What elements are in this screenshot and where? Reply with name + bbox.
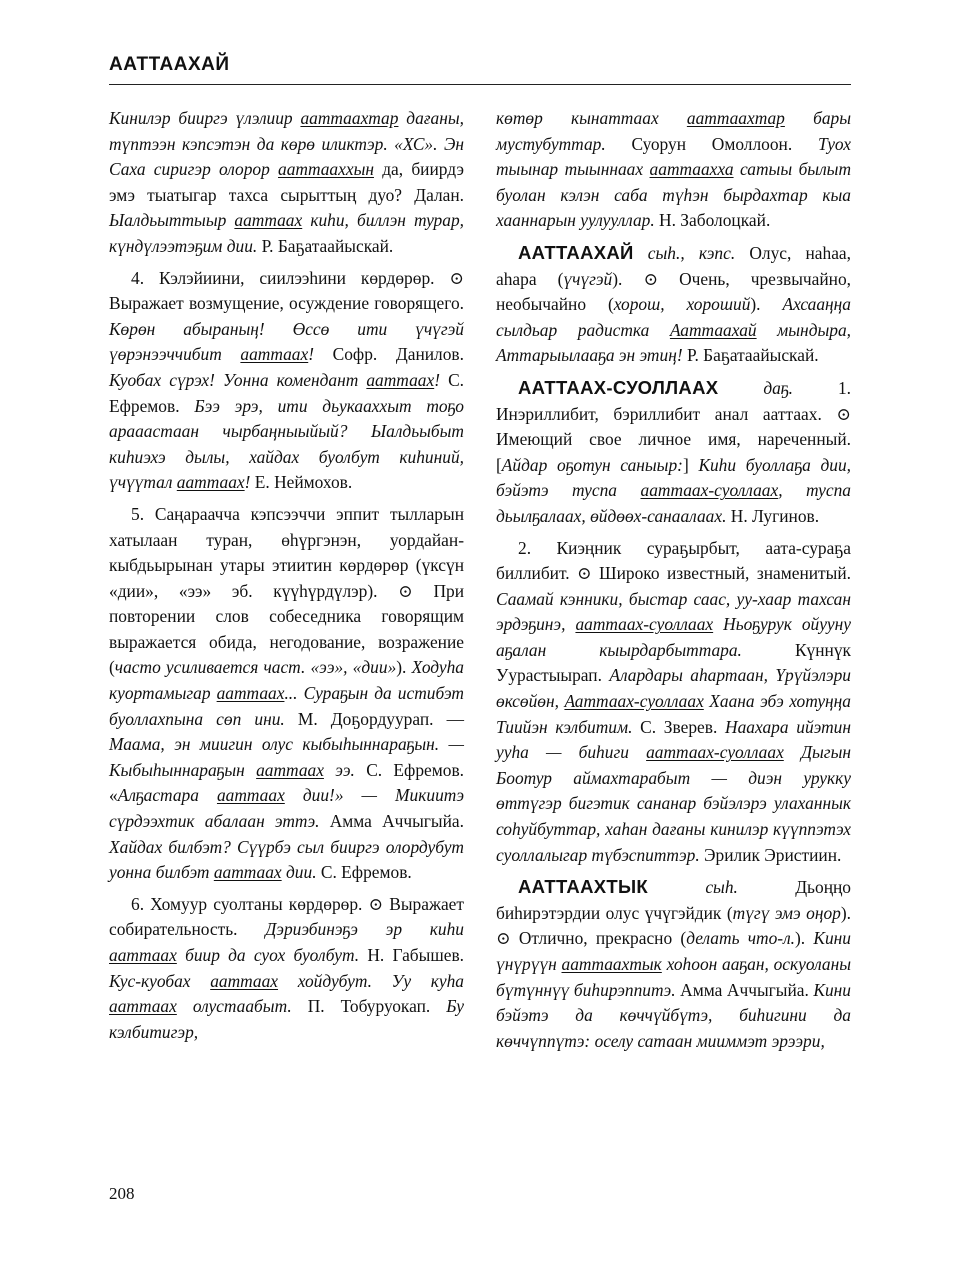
example: Кини үнүрүүн (496, 928, 851, 974)
gloss: Айдар оҕотун саныыр: (501, 454, 683, 475)
example: Хайдах билбэт? Сүүрбэ сыл бииргэ олордубут уонна билбэт (109, 836, 464, 883)
term: ааттаах (176, 472, 245, 493)
source: Р. Баҕатаайыскай. (261, 235, 394, 256)
source: С. Ефремов. (320, 862, 412, 883)
source: да, биирдэ эмэ тыатыгар тахса сырыттың дуо? (109, 159, 464, 205)
left-column (109, 106, 464, 1051)
term: ааттаах-суоллаах (575, 614, 714, 635)
source: Н. Габышев. (367, 945, 464, 965)
grammar-label: сыһ. (648, 877, 738, 898)
source: Суорун Омоллоон. (631, 133, 818, 154)
entry-aattaakhtyk: ААТТААХТЫК сыһ. Дьоңңо биһирэтэрдии олус үчүгэйдик (түгү эмэ оңор). ⊙ Отлично, прекрасно (делать что-л.). Кини үнүрүүн ааттаахтык хоһоон ааҕан, оскуоланы бүтүннүү биһирэппитэ. Амма Аччыгыйа. Кини бэйэтэ да көччүйбүтэ, биһигини да көччүппүтэ: оселу сатаан мииммэт эрээри, (496, 876, 851, 1051)
example: Кинилэр бииргэ үлэлиир (109, 108, 301, 128)
term: ааттаахтык (561, 954, 662, 974)
source: М. Доҕордуурап. — (297, 708, 465, 729)
left-paragraph-4 (109, 892, 464, 1046)
example: Кус-куобах (109, 970, 211, 991)
example: Бээ эрэ, ити дьукааххыт тоҕо арааастаан чырбаңныыйый? Ыалдьыбыт киһиэхэ дылы, хайдах буолбут киһиний, үчүүтал (109, 395, 464, 493)
example: Ахсааңңа сылдьар радистка (496, 294, 851, 340)
example: Хаана эбэ хотуңңа Тиийэн кэлбитим. (496, 691, 851, 737)
source: Амма Аччыгыйа. (329, 811, 464, 832)
example: ... Сураҕын да истибэт буоллахпына сөп ини. (109, 683, 464, 729)
definition: ). ⊙ Очень, чрезвычайно, необычайно ( (496, 268, 852, 315)
example: Ыалдьыттыыр (109, 210, 235, 231)
example: Маама, эн миигин олус кыбыһыннараҕын. — Кыбыһыннараҕын (109, 734, 464, 780)
example: мындыра, Аттарыылааҕа эн этиң! (496, 319, 852, 366)
example: Бу кэлбитигэр, (109, 996, 464, 1042)
definition: 6. Хомуур суолтаны көрдөрөр. ⊙ Выражает собирательность. (109, 893, 464, 940)
example: дии!» — Микиитэ сүрдээхтик абалаан эттэ. (109, 785, 464, 832)
right-paragraph-1 (496, 106, 851, 234)
example: Кини бэйэтэ да көччүйбүтэ, биһигини да көччүппүтэ: оселу сатаан мииммэт эрээри, (496, 979, 851, 1051)
source: С. Ефремов. (109, 369, 465, 416)
example: Куобах сүрэх! Уонна комендант (109, 369, 367, 390)
right-column (496, 106, 851, 1060)
example: Дыгын Боотур аймахтарабыт — диэн урукку өттүгэр бигэтик сананар бэйэлэрэ улаханнык соһуйбуттар, хаһан дағаны кинилэр күүппэтэх суоллалыгар түбэспиттэр. (496, 742, 851, 865)
example: Туох тыынар тыыннаах (496, 133, 851, 180)
term: Ааттаахай (669, 319, 757, 340)
source: Софр. Данилов. (332, 344, 464, 365)
term: ааттаах (109, 945, 177, 965)
page-number: 208 (109, 1184, 135, 1203)
gloss: түгү эмэ оңор (732, 902, 841, 923)
example: дии. (281, 862, 321, 883)
left-paragraph-2: 4. Кэлэйиини, сиилээһини көрдөрөр. ⊙ Выражает возмущение, осуждение говорящего. Көрөн абыраның! Өссө ити үчүгэй үөрэнээччибит ааттаах! Софр. Данилов. Куобах сүрэх! Уонна комендант ааттаах! С. Ефремов. Бээ эрэ, ити дьукааххыт тоҕо арааастаан чырбаңныыйый? Ыалдьыбыт киһиэхэ дылы, хайдах буолбут киһиний, үчүүтал ааттаах! Е. Неймохов. (109, 267, 465, 493)
example: олустаабыт. (176, 996, 308, 1017)
source: Р. Баҕатаайыскай. (686, 345, 819, 366)
example: , туспа дьылҕалаах, өйдөөх-санаалаах. (496, 480, 851, 526)
term: ааттаах-суоллаах (640, 480, 779, 501)
definition: 5. Саңараачча кэпсээччи эппит тылларын хатылаан туран, өһүргэнэн, уордайан-кыбдьырынан утары этиитин көрдөрөр (үксүн «дии», «ээ» эб. күүһүрдүлэр). ⊙ При повторении слов собеседника говорящим выражается обида, негодование, возражение ( (109, 503, 464, 678)
term: ааттаах-суоллаах (646, 742, 784, 763)
example: хойдубут. Уу куһа (278, 970, 465, 991)
example: Көрөн абыраның! Өссө ити үчүгэй үөрэнээччибит (109, 318, 464, 365)
term: ааттаах (240, 344, 309, 365)
example: Саамай кэнники, быстар саас, уу-хаар тахсан эрдэҕинэ, (496, 588, 851, 635)
term: ааттаах (256, 759, 324, 780)
headword: ААТТААХАЙ (518, 241, 634, 263)
example: киһи, биллэн турар, күндүлээтэҕим дии. (109, 210, 464, 256)
source: С. Зверев. (640, 716, 726, 737)
term: ааттаахтар (300, 108, 399, 128)
example: ээ. (323, 759, 367, 780)
entry-aattaakh-suollaakh: ААТТААХ-СУОЛЛААХ даҕ. 1. Инэриллибит, бэриллибит анал ааттаах. ⊙ Имеющий свое личное имя, нареченный. [Айдар оҕотун саныыр:] Киһи буоллаҕа дии, бэйэтэ туспа ааттаах-суоллаах, туспа дьылҕалаах, өйдөөх-санаалаах. Н. Лугинов. (496, 376, 852, 526)
grammar-label: сыһ., кэпс. (633, 242, 736, 263)
term: ааттаах (216, 785, 285, 806)
left-paragraph-1 (109, 106, 464, 260)
example: Наахара ийэтин ууһа — биһиги (496, 716, 851, 763)
source: Н. Лугинов. (730, 505, 820, 526)
term: ааттаах (213, 862, 282, 883)
example: Алҕастара (117, 785, 217, 806)
term: ааттаах (210, 970, 279, 991)
example: дағаны, түптээн кэпсэтэн да көрө иликтэр. «ХС». Эн Саха сиригэр олорор (109, 108, 464, 180)
example: Ньоҕурук ойууну аҕалан кыырдарбыттара. (496, 614, 851, 660)
source: Е. Неймохов. (254, 472, 353, 493)
term: ааттаах (216, 683, 285, 704)
term: Ааттаах-суоллаах (564, 691, 704, 712)
left-paragraph-3: 5. Саңараачча кэпсээччи эппит тылларын хатылаан туран, өһүргэнэн, уордайан-кыбдьырынан утары этиитин көрдөрөр (үксүн «дии», «ээ» эб. күүһүрдүлэр). ⊙ При повторении слов собеседника говорящим выражается обида, негодование, возражение (часто усиливается част. «ээ», «дии»). Ходуһа куортамыгар ааттаах... Сураҕын да истибэт буоллахпына сөп ини. М. Доҕордуурап. — Маама, эн миигин олус кыбыһыннараҕын. — Кыбыһыннараҕын ааттаах ээ. С. Ефремов. «Алҕастара ааттаах дии!» — Микиитэ сүрдээхтик абалаан эттэ. Амма Аччыгыйа. Хайдах билбэт? Сүүрбэ сыл бииргэ олордубут уонна билбэт ааттаах дии. С. Ефремов. (109, 503, 465, 883)
header-title: ААТТААХАЙ (109, 54, 230, 75)
term: ааттаахтар (686, 108, 785, 128)
source: Күннүк Уурастыырап. (496, 639, 851, 686)
example: Киһи буоллаҕа дии, бэйэтэ туспа (496, 454, 852, 501)
source: П. Тобуруокап. (307, 996, 447, 1017)
running-header (109, 54, 851, 76)
source: С. Ефремов. « (109, 759, 464, 806)
right-paragraph-4 (496, 536, 851, 869)
term: ааттааххын (278, 159, 374, 180)
source: Н. Заболоцкай. (659, 210, 771, 231)
headword: ААТТААХТЫК (518, 876, 648, 898)
example: бары мустубуттар. (496, 108, 851, 154)
term: ааттаах (366, 369, 435, 390)
header-rule (109, 84, 851, 85)
definition: ). ⊙ Отлично, прекрасно ( (496, 902, 851, 949)
example: Ходуһа куортамыгар (109, 657, 464, 704)
gloss: хорош, хороший (613, 294, 751, 315)
example: биир да суох буолбут. (176, 945, 368, 965)
definition: Олус, наһаа, аһара ( (496, 242, 851, 289)
definition: Дьоңңо биһирэтэрдии олус үчүгэйдик ( (496, 877, 851, 923)
term: ааттаах (109, 996, 177, 1017)
source: Эрилик Эристиин. (704, 844, 842, 865)
term: ааттаахха (649, 159, 734, 180)
source: Далан. (414, 184, 464, 205)
gloss: делать что-л. (686, 928, 795, 949)
definition: 4. Кэлэйиини, сиилээһини көрдөрөр. ⊙ Выражает возмущение, осуждение говорящего. (109, 267, 464, 314)
definition: 2. Киэңник сураҕырбыт, аата-сураҕа биллибит. ⊙ Широко известный, знаменитый. (496, 537, 851, 584)
example: Дэриэбинэҕэ эр киһи (265, 919, 464, 940)
example: хоһоон ааҕан, оскуоланы бүтүннүү биһирэппитэ. (496, 954, 851, 1000)
grammar-label: даҕ. (718, 377, 793, 398)
example: сатыы былыт буолан кэлэн саба түһэн бырдахтар кыа хааннарын уулууллар. (496, 159, 852, 231)
example: Алардары аһартаан, Үрүйэлэри өксөйөн, (496, 665, 851, 712)
example: көтөр кынаттаах (496, 108, 687, 128)
headword: ААТТААХ-СУОЛЛААХ (518, 376, 719, 398)
entry-aattaakhai: ААТТААХАЙ сыһ., кэпс. Олус, наһаа, аһара (үчүгэй). ⊙ Очень, чрезвычайно, необычайно (хорош, хороший). Ахсааңңа сылдьар радистка Ааттаахай мындыра, Аттарыылааҕа эн этиң! Р. Баҕатаайыскай. (496, 241, 852, 366)
definition: 1. Инэриллибит, бэриллибит анал ааттаах. ⊙ Имеющий свое личное имя, нареченный. [ (496, 377, 851, 475)
gloss: часто усиливается част. «ээ», «дии» (114, 657, 397, 678)
gloss: үчүгэй (563, 268, 613, 289)
term: ааттаах (234, 210, 303, 231)
source: Амма Аччыгыйа. (680, 979, 814, 1000)
